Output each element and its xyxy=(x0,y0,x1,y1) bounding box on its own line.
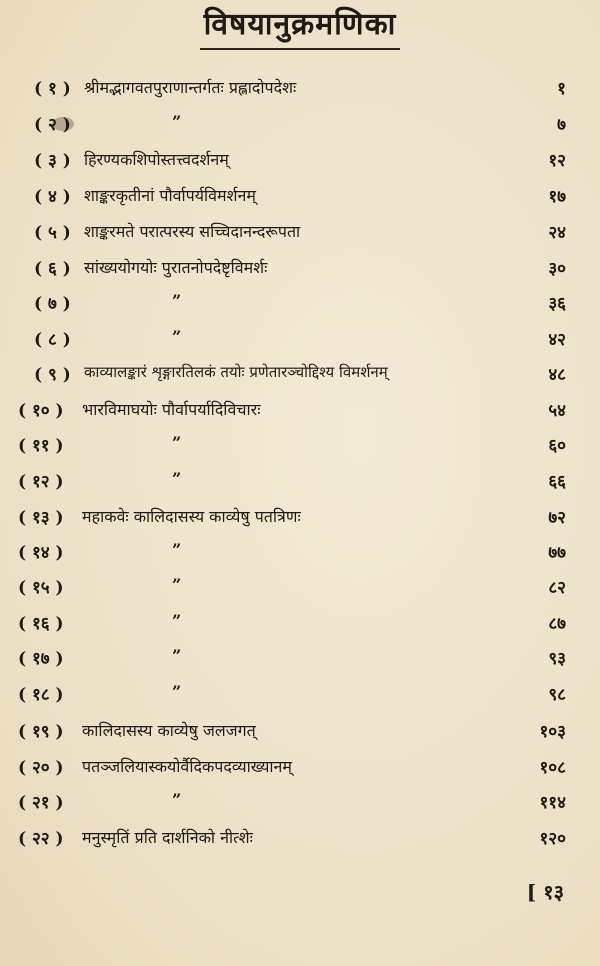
ditto-mark: ” xyxy=(172,327,182,346)
entry-page-number: १२० xyxy=(539,829,566,849)
toc-entry xyxy=(0,398,600,432)
toc-entry xyxy=(0,611,600,645)
entry-page-number: ४८ xyxy=(548,365,566,385)
entry-title: काव्यालङ्कारं शृङ्गारतिलकं तयोः प्रणेतारञ्चोद्दिश्य विमर्शनम् xyxy=(84,363,388,381)
entry-page-number: ८७ xyxy=(548,614,566,634)
ditto-mark: ” xyxy=(172,433,182,452)
toc-entry xyxy=(0,433,600,467)
toc-entry xyxy=(0,682,600,716)
entry-number: ( १० ) xyxy=(18,401,64,421)
entry-page-number: ६० xyxy=(548,436,566,456)
entry-number: ( २ ) xyxy=(34,115,71,135)
page-number-footer: [ १३ xyxy=(526,880,564,904)
entry-title: सांख्ययोगयोः पुरातनोपदेष्टृविमर्शः xyxy=(84,258,268,277)
entry-number: ( १९ ) xyxy=(18,722,64,742)
entry-title: श्रीमद्भागवतपुराणान्तर्गतः प्रह्लादोपदेशः xyxy=(84,78,297,97)
entry-page-number: १०८ xyxy=(539,758,566,778)
entry-number: ( ३ ) xyxy=(34,151,71,171)
entry-page-number: ९८ xyxy=(548,685,566,705)
toc-entry xyxy=(0,505,600,539)
entry-page-number: ३६ xyxy=(548,294,566,314)
toc-entry xyxy=(0,790,600,824)
entry-number: ( १३ ) xyxy=(18,508,64,528)
ditto-mark: ” xyxy=(172,469,182,488)
toc-entry xyxy=(0,719,600,753)
toc-entry xyxy=(0,148,600,182)
entry-title: महाकवेः कालिदासस्य काव्येषु पतत्रिणः xyxy=(82,507,301,526)
entry-number: ( २१ ) xyxy=(18,793,64,813)
entry-number: ( १७ ) xyxy=(18,649,64,669)
toc-entry xyxy=(0,826,600,860)
entry-number: ( १ ) xyxy=(34,79,71,99)
toc-entry xyxy=(0,256,600,290)
toc-entry xyxy=(0,291,600,325)
entry-page-number: ८२ xyxy=(548,578,566,598)
entry-title: मनुस्मृतिं प्रति दार्शनिको नीत्शेः xyxy=(82,828,253,847)
entry-page-number: २४ xyxy=(548,223,566,243)
entry-title: हिरण्यकशिपोस्तत्त्वदर्शनम् xyxy=(84,150,229,169)
entry-number: ( ४ ) xyxy=(34,187,71,207)
entry-page-number: १७ xyxy=(548,187,566,207)
toc-entry xyxy=(0,646,600,680)
entry-page-number: ११४ xyxy=(539,793,566,813)
toc-entry xyxy=(0,469,600,503)
toc-entry xyxy=(0,327,600,361)
entry-title: शाङ्करमते परात्परस्य सच्चिदानन्दरूपता xyxy=(84,222,301,241)
entry-number: ( ५ ) xyxy=(34,223,71,243)
ditto-mark: ” xyxy=(172,540,182,559)
ditto-mark: ” xyxy=(172,112,182,131)
entry-page-number: ६६ xyxy=(548,472,566,492)
entry-number: ( २२ ) xyxy=(18,829,64,849)
ditto-mark: ” xyxy=(172,611,182,630)
entry-number: ( १८ ) xyxy=(18,685,64,705)
entry-title: भारविमाघयोः पौर्वापर्यादिविचारः xyxy=(82,400,261,419)
entry-number: ( १२ ) xyxy=(18,472,64,492)
ditto-mark: ” xyxy=(172,790,182,809)
entry-page-number: ३० xyxy=(548,259,566,279)
entry-title: कालिदासस्य काव्येषु जलजगत् xyxy=(82,721,256,740)
entry-number: ( ११ ) xyxy=(18,436,64,456)
entry-title: पतञ्जलियास्कयोर्वैदिकपदव्याख्यानम् xyxy=(82,757,292,776)
title-underline xyxy=(200,48,400,50)
entry-title: शाङ्करकृतीनां पौर्वापर्यविमर्शनम् xyxy=(84,186,256,205)
entry-page-number: ९३ xyxy=(548,649,566,669)
toc-entry xyxy=(0,755,600,789)
entry-page-number: ७२ xyxy=(548,508,566,528)
ditto-mark: ” xyxy=(172,682,182,701)
entry-number: ( १५ ) xyxy=(18,578,64,598)
toc-entry xyxy=(0,575,600,609)
toc-entry xyxy=(0,540,600,574)
entry-number: ( १६ ) xyxy=(18,614,64,634)
toc-entry xyxy=(0,220,600,254)
entry-page-number: ७७ xyxy=(548,543,566,563)
entry-page-number: १०३ xyxy=(539,722,566,742)
entry-page-number: ५४ xyxy=(548,401,566,421)
toc-entry xyxy=(0,112,600,146)
toc-entry xyxy=(0,362,600,396)
entry-number: ( ७ ) xyxy=(34,294,71,314)
ditto-mark: ” xyxy=(172,646,182,665)
entry-number: ( ९ ) xyxy=(34,365,71,385)
entry-number: ( १४ ) xyxy=(18,543,64,563)
entry-page-number: ४२ xyxy=(548,330,566,350)
entry-number: ( ६ ) xyxy=(34,259,71,279)
toc-entry xyxy=(0,184,600,218)
entry-number: ( ८ ) xyxy=(34,330,71,350)
ditto-mark: ” xyxy=(172,291,182,310)
page-title: विषयानुक्रमणिका xyxy=(203,7,397,42)
entry-page-number: १२ xyxy=(548,151,566,171)
entry-page-number: १ xyxy=(557,79,566,99)
ditto-mark: ” xyxy=(172,575,182,594)
entry-page-number: ७ xyxy=(557,115,566,135)
toc-entry xyxy=(0,76,600,110)
entry-number: ( २० ) xyxy=(18,758,64,778)
